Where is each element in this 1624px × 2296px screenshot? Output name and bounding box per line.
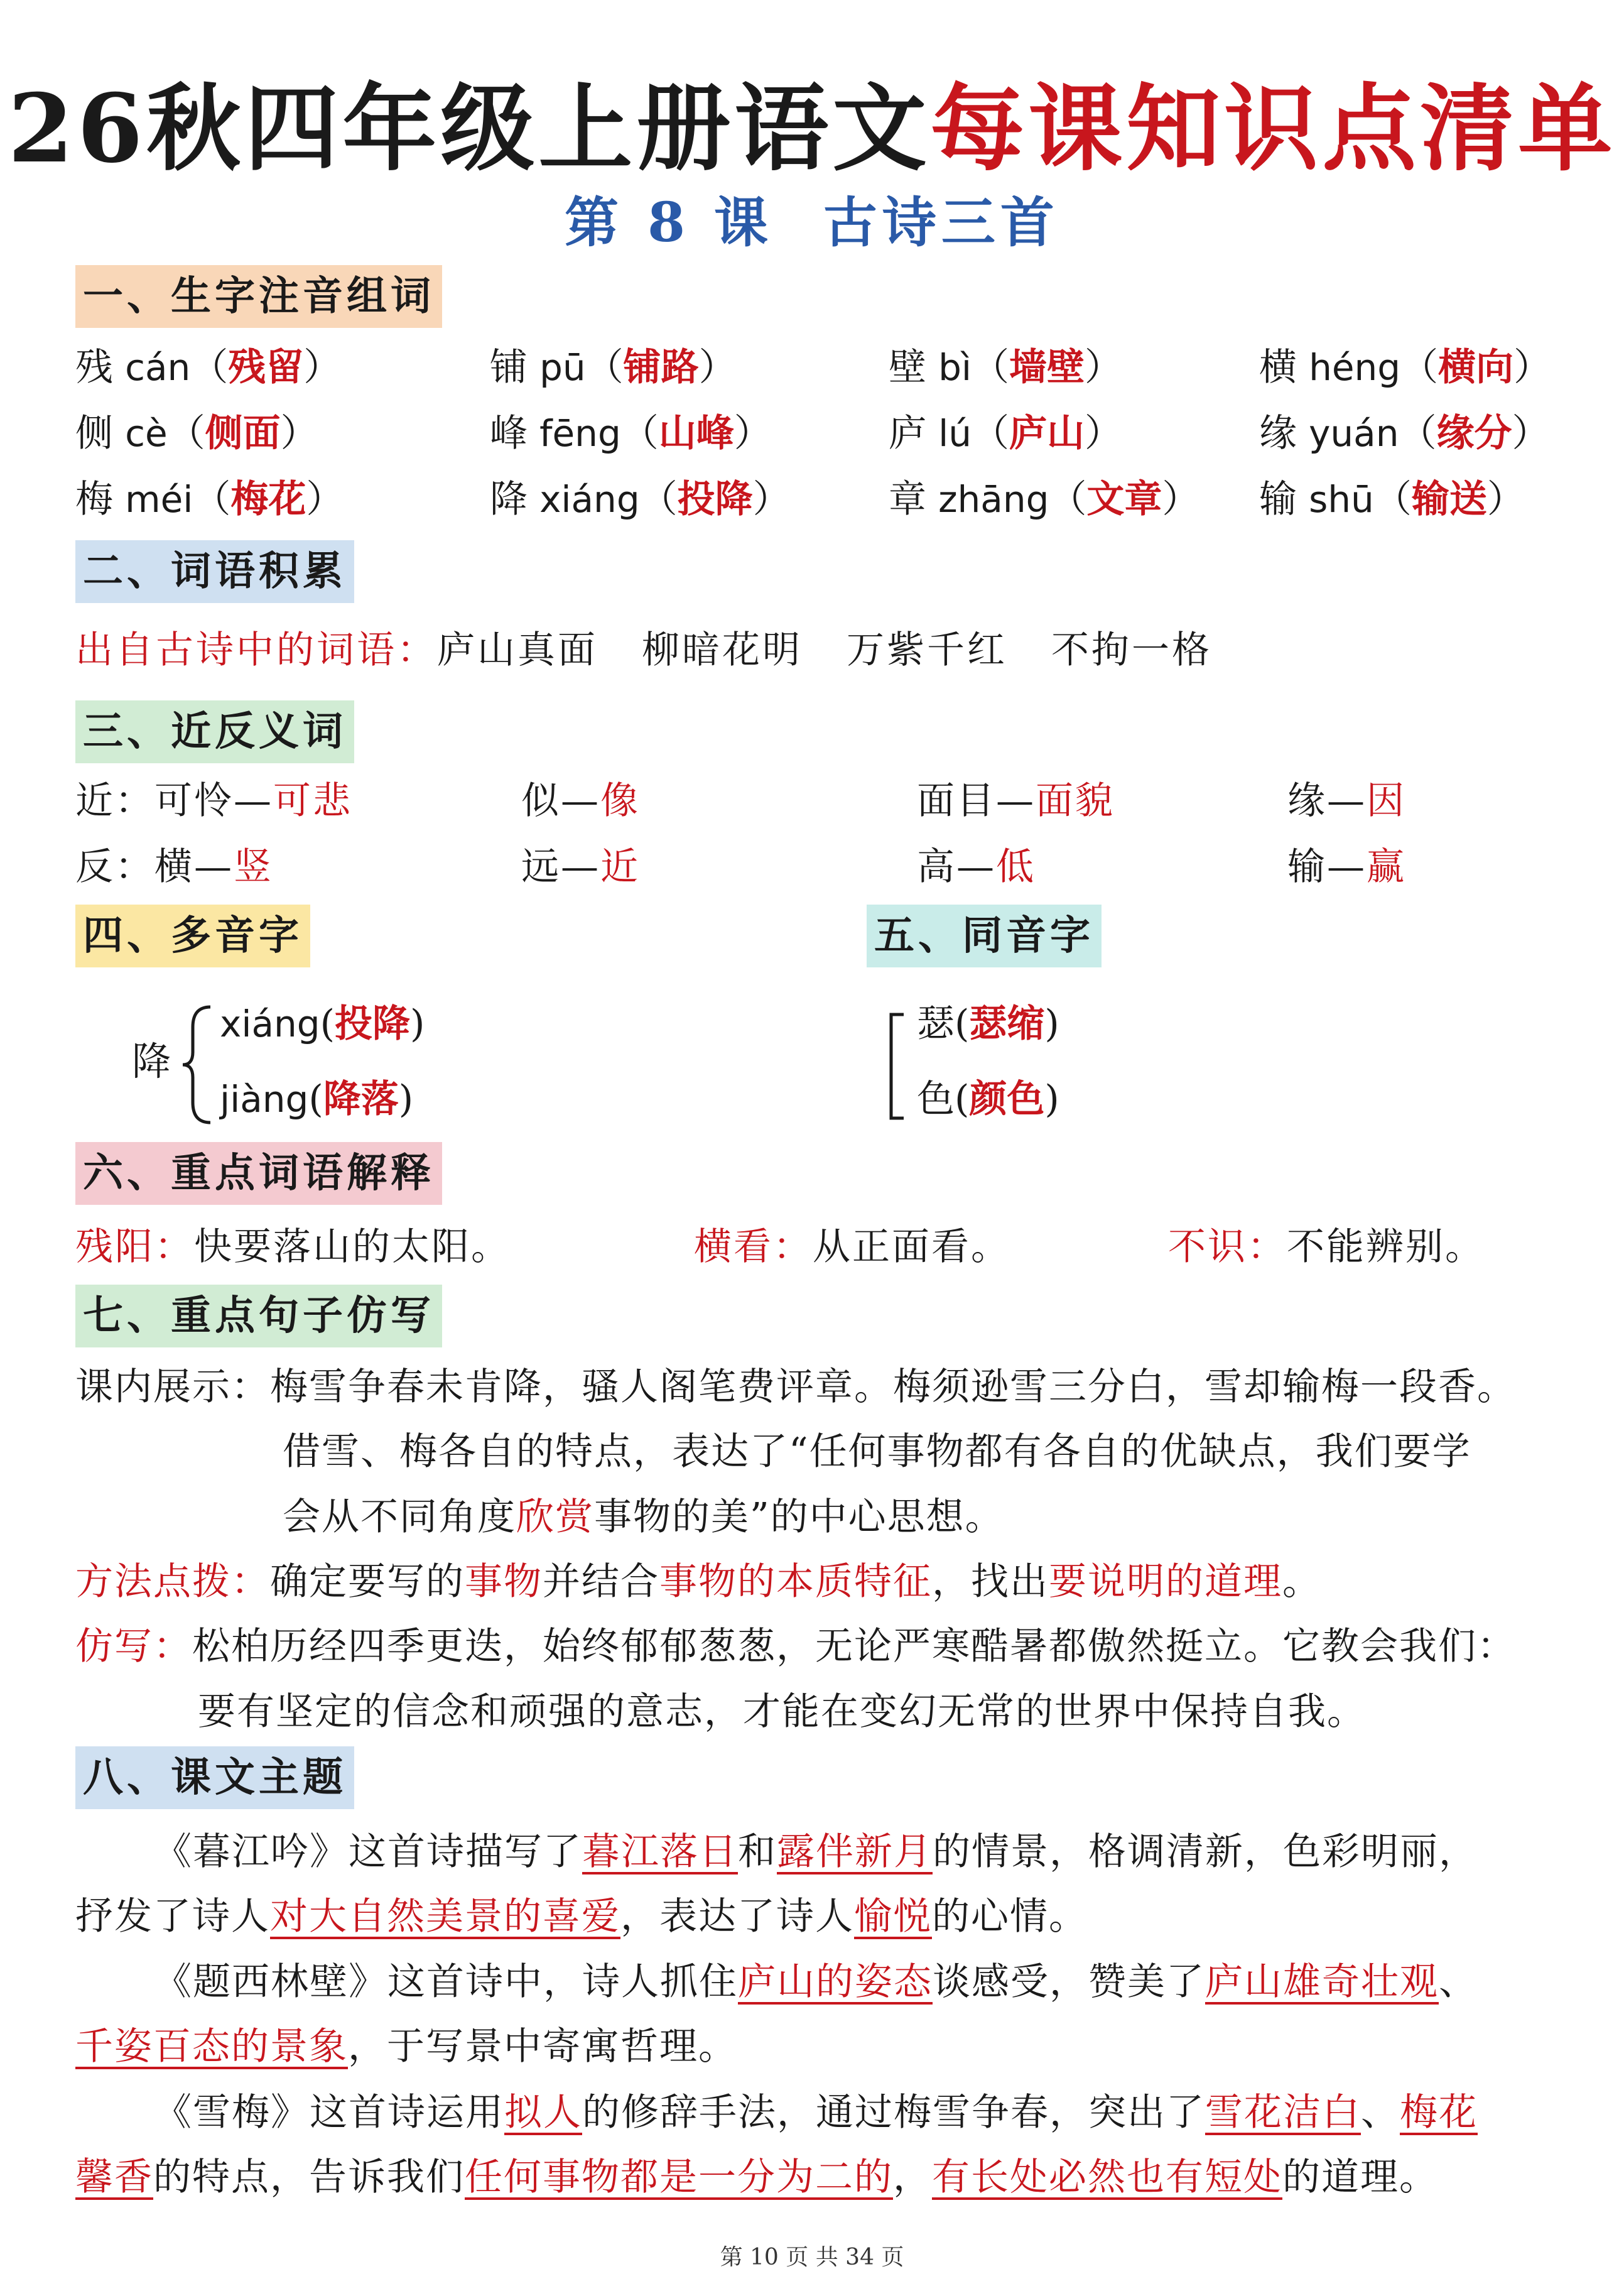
character: 壁 <box>889 345 926 389</box>
section-heading-5: 五、同音字 <box>867 905 1102 967</box>
example-word: 梅花 <box>230 477 306 521</box>
bracket-icon <box>882 1011 907 1121</box>
character: 侧 <box>75 411 113 455</box>
character-entry: 缘 yuán（缘分） <box>1259 411 1550 455</box>
lesson-number: 第 8 课 <box>565 191 773 254</box>
row-label: 反： <box>75 845 154 889</box>
antonym-pair: 远—近 <box>521 845 640 889</box>
synonym-pair: 似—像 <box>521 779 640 823</box>
polyphone-char: 降 <box>132 1038 171 1084</box>
show-line-2: 借雪、梅各自的特点，表达了“任何事物都有各自的优缺点，我们要学 <box>283 1430 1471 1474</box>
pinyin: fēng <box>539 412 621 455</box>
vocab-row <box>75 622 1212 678</box>
character-entry: 降 xiáng（投降） <box>490 477 791 521</box>
show-line-1: 课内展示：梅雪争春未肯降，骚人阁笔费评章。梅须逊雪三分白，雪却输梅一段香。 <box>75 1365 1516 1409</box>
character-entry: 侧 cè（侧面） <box>75 411 318 455</box>
pinyin: méi <box>125 478 193 521</box>
pinyin: cán <box>125 346 191 389</box>
section-heading-2: 二、词语积累 <box>75 540 354 603</box>
pinyin: pū <box>539 346 586 389</box>
lesson-subtitle <box>0 179 1624 257</box>
explanation-term: 横看： <box>694 1225 813 1269</box>
synonym-pair: 缘—因 <box>1287 779 1406 823</box>
section-heading-4: 四、多音字 <box>75 905 310 967</box>
title-red: 每课知识点清单 <box>930 73 1616 184</box>
section-heading-6: 六、重点词语解释 <box>75 1142 442 1205</box>
character-entry: 章 zhāng（文章） <box>889 477 1200 521</box>
homophone-item-1: 瑟(瑟缩) <box>917 1002 1059 1046</box>
explanation-row <box>75 1219 511 1275</box>
example-word: 缘分 <box>1436 411 1512 455</box>
page-title <box>0 75 1624 182</box>
pinyin: cè <box>125 412 168 455</box>
page-footer: 第 10 页 共 34 页 <box>720 2244 904 2270</box>
theme-p2-line1: 《题西林壁》这首诗中，诗人抓住庐山的姿态谈感受，赞美了庐山雄奇壮观、 <box>154 1960 1478 2004</box>
homophone-item-2: 色(颜色) <box>917 1077 1059 1121</box>
character-entry: 铺 pū（铺路） <box>490 345 737 389</box>
synonym-pair: 近：可怜—可悲 <box>75 779 352 823</box>
pinyin: héng <box>1309 346 1401 389</box>
character: 残 <box>75 345 113 389</box>
brace-icon <box>179 1002 217 1128</box>
explanation-term: 残阳： <box>75 1225 194 1269</box>
write-line-2: 要有坚定的信念和顽强的意志，才能在变幻无常的世界中保持自我。 <box>198 1690 1366 1734</box>
explanation-meaning: 不能辨别。 <box>1287 1225 1485 1269</box>
character-entry: 残 cán（残留） <box>75 345 342 389</box>
explanation-row <box>694 1219 1010 1275</box>
explanation-term: 不识： <box>1168 1225 1287 1269</box>
character-entry: 壁 bì（墙壁） <box>889 345 1123 389</box>
character-entry: 梅 méi（梅花） <box>75 477 344 521</box>
character: 铺 <box>490 345 528 389</box>
title-black: 26秋四年级上册语文 <box>8 73 931 184</box>
example-word: 文章 <box>1086 477 1162 521</box>
example-word: 铺路 <box>623 345 699 389</box>
example-word: 庐山 <box>1009 411 1085 455</box>
example-word: 墙壁 <box>1009 345 1085 389</box>
row-label: 近： <box>75 779 154 823</box>
vocab-word: 庐山真面 <box>437 628 598 672</box>
theme-p1-line1: 《暮江吟》这首诗描写了暮江落日和露伴新月的情景，格调清新，色彩明丽， <box>154 1830 1478 1874</box>
vocab-word: 柳暗花明 <box>642 628 803 672</box>
example-word: 侧面 <box>205 411 281 455</box>
character: 缘 <box>1259 411 1297 455</box>
vocab-word: 万紫千红 <box>847 628 1007 672</box>
character: 峰 <box>490 411 528 455</box>
theme-p3-line1: 《雪梅》这首诗运用拟人的修辞手法，通过梅雪争春，突出了雪花洁白、梅花 <box>154 2091 1478 2135</box>
vocab-label: 出自古诗中的词语： <box>75 628 437 672</box>
example-word: 横向 <box>1438 345 1514 389</box>
explanation-row <box>1168 1219 1485 1275</box>
write-line-1: 仿写：松柏历经四季更迭，始终郁郁葱葱，无论严寒酷暑都傲然挺立。它教会我们： <box>75 1624 1516 1668</box>
method-line: 方法点拨：确定要写的事物并结合事物的本质特征，找出要说明的道理。 <box>75 1560 1321 1604</box>
pinyin: lú <box>938 412 972 455</box>
theme-p1-line2: 抒发了诗人对大自然美景的喜爱，表达了诗人愉悦的心情。 <box>75 1895 1088 1939</box>
character-entry: 峰 fēng（山峰） <box>490 411 772 455</box>
polyphone-reading-1: xiáng(投降) <box>220 1002 425 1046</box>
section-heading-3: 三、近反义词 <box>75 700 354 763</box>
vocab-word: 不拘一格 <box>1051 628 1212 672</box>
character: 庐 <box>889 411 926 455</box>
pinyin: zhāng <box>938 478 1049 521</box>
example-word: 输送 <box>1411 477 1487 521</box>
character: 梅 <box>75 477 113 521</box>
character-entry: 横 héng（横向） <box>1259 345 1552 389</box>
antonym-pair: 反：横—竖 <box>75 845 273 889</box>
antonym-pair: 高—低 <box>917 845 1036 889</box>
character-entry: 输 shū（输送） <box>1259 477 1525 521</box>
character-entry: 庐 lú（庐山） <box>889 411 1122 455</box>
example-word: 投降 <box>677 477 753 521</box>
explanation-meaning: 从正面看。 <box>813 1225 1010 1269</box>
theme-p2-line2: 千姿百态的景象，于写景中寄寓哲理。 <box>75 2025 737 2069</box>
example-word: 山峰 <box>658 411 734 455</box>
section-heading-7: 七、重点句子仿写 <box>75 1285 442 1347</box>
pinyin: shū <box>1309 478 1374 521</box>
lesson-name: 古诗三首 <box>823 191 1059 254</box>
character: 章 <box>889 477 926 521</box>
section-heading-8: 八、课文主题 <box>75 1746 354 1809</box>
antonym-pair: 输—赢 <box>1287 845 1406 889</box>
theme-p3-line2: 馨香的特点，告诉我们任何事物都是一分为二的，有长处必然也有短处的道理。 <box>75 2155 1438 2199</box>
explanation-meaning: 快要落山的太阳。 <box>194 1225 511 1269</box>
pinyin: yuán <box>1309 412 1399 455</box>
pinyin: bì <box>938 346 972 389</box>
pinyin: xiáng <box>539 478 640 521</box>
show-line-3: 会从不同角度欣赏事物的美”的中心思想。 <box>283 1495 1004 1539</box>
section-heading-1: 一、生字注音组词 <box>75 265 442 328</box>
character: 输 <box>1259 477 1297 521</box>
polyphone-reading-2: jiàng(降落) <box>220 1077 414 1121</box>
example-word: 残留 <box>228 345 304 389</box>
character: 降 <box>490 477 528 521</box>
character: 横 <box>1259 345 1297 389</box>
synonym-pair: 面目—面貌 <box>917 779 1115 823</box>
